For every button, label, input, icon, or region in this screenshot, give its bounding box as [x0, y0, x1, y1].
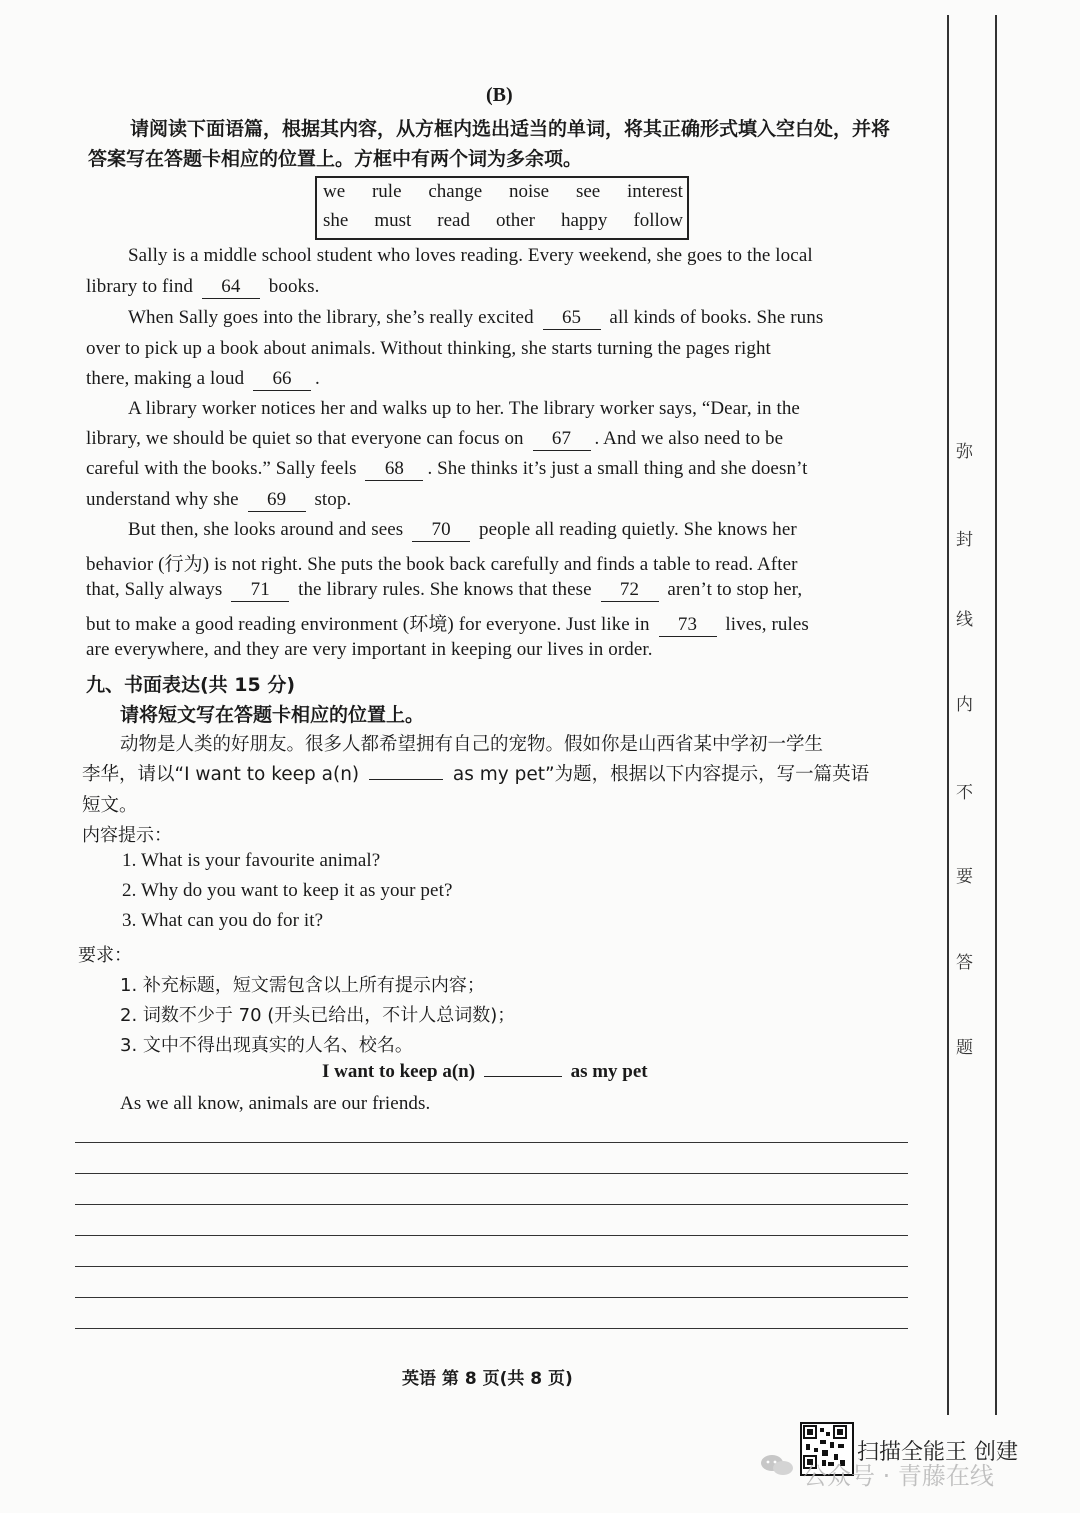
section-label: (B) — [486, 84, 513, 106]
answer-blank-71: 71 — [231, 579, 289, 602]
writing-line — [75, 1235, 908, 1236]
passage-line: over to pick up a book about animals. Without thinking, she starts turning the pages right — [86, 338, 771, 359]
passage-text: stop. — [314, 489, 352, 510]
passage-text: . She thinks it’s just a small thing and she doesn’t — [427, 458, 808, 479]
passage-line: behavior (行为) is not right. She puts the book back carefully and finds a table to read. After — [86, 554, 798, 575]
word-box-item: interest — [627, 181, 683, 202]
word-box-item: we — [323, 181, 346, 202]
answer-blank-66: 66 — [253, 368, 311, 391]
prompt-text: as my pet”为题，根据以下内容提示，写一篇英语 — [452, 764, 870, 785]
passage-text: . — [315, 368, 320, 389]
passage-text: When Sally goes into the library, she’s really excited — [128, 307, 534, 328]
passage-line — [86, 458, 808, 481]
passage-text: books. — [268, 276, 320, 297]
word-box-item: she — [323, 210, 349, 231]
requirements-label: 要求： — [78, 945, 132, 966]
account-watermark: 公众号 · 青藤在线 — [803, 1462, 994, 1490]
writing-line — [75, 1297, 908, 1298]
passage-line: A library worker notices her and walks up to her. The library worker says, “Dear, in the — [128, 398, 800, 419]
word-box-item: read — [437, 210, 470, 231]
passage-line — [86, 489, 351, 512]
instruction-line-2: 答案写在答题卡相应的位置上。方框中有两个词为多余项。 — [88, 148, 583, 170]
wechat-icon — [760, 1453, 794, 1475]
binding-char: 封 — [956, 530, 973, 550]
passage-text: aren’t to stop her, — [667, 579, 803, 600]
word-box-item: other — [495, 210, 535, 231]
answer-blank-73: 73 — [659, 614, 717, 637]
instruction-line-1: 请阅读下面语篇，根据其内容，从方框内选出适当的单词，将其正确形式填入空白处，并将 — [130, 118, 891, 140]
passage-line — [128, 307, 823, 330]
answer-blank-65: 65 — [543, 307, 601, 330]
writing-line — [75, 1328, 908, 1329]
passage-text: But then, she looks around and sees — [128, 519, 404, 540]
answer-blank-70: 70 — [412, 519, 470, 542]
word-box-item: change — [428, 181, 483, 202]
writing-line — [75, 1173, 908, 1174]
passage-text: careful with the books.” Sally feels — [86, 458, 357, 479]
title-blank — [369, 779, 443, 780]
word-box-item: happy — [560, 210, 608, 231]
passage-text: people all reading quietly. She knows her — [478, 519, 797, 540]
page-footer: 英语 第 8 页(共 8 页) — [402, 1369, 573, 1389]
essay-title — [322, 1061, 648, 1083]
answer-blank-72: 72 — [601, 579, 659, 602]
passage-line — [86, 579, 802, 602]
essay-title-blank — [484, 1076, 562, 1077]
word-box-item: rule — [371, 181, 402, 202]
scanner-watermark: 扫描全能王 创建 — [857, 1440, 1018, 1465]
passage-line — [86, 276, 320, 299]
word-box-item: must — [374, 210, 412, 231]
hints-label: 内容提示： — [82, 825, 172, 846]
passage-text: understand why she — [86, 489, 239, 510]
passage-line: are everywhere, and they are very important in keeping our lives in order. — [86, 639, 653, 660]
passage-text: there, making a loud — [86, 368, 245, 389]
passage-text: the library rules. She knows that these — [298, 579, 592, 600]
passage-line — [86, 609, 809, 637]
word-box-row-2 — [323, 210, 683, 232]
essay-title-text: I want to keep a(n) — [322, 1061, 476, 1082]
wechat-bubbles — [760, 1453, 794, 1477]
answer-blank-64: 64 — [202, 276, 260, 299]
prompt-text: 李华，请以“I want to keep a(n) — [82, 764, 360, 785]
essay-opening: As we all know, animals are our friends. — [120, 1093, 431, 1114]
hint-item: 2. Why do you want to keep it as your pet? — [122, 880, 453, 901]
passage-text: all kinds of books. She runs — [609, 307, 824, 328]
passage-text: lives, rules — [725, 614, 809, 635]
binding-char: 要 — [956, 867, 973, 887]
word-box-item: see — [575, 181, 601, 202]
passage-line — [128, 519, 797, 542]
binding-char: 内 — [956, 695, 973, 715]
binding-char: 线 — [956, 610, 973, 630]
writing-line — [75, 1266, 908, 1267]
requirement-item: 2. 词数不少于 70 (开头已给出，不计人总词数)； — [120, 1005, 516, 1026]
binding-char: 不 — [956, 783, 973, 803]
passage-line — [86, 428, 783, 451]
passage-text: but to make a good reading environment (环境) for everyone. Just like in — [86, 614, 650, 635]
hint-item: 1. What is your favourite animal? — [122, 850, 381, 871]
writing-prompt-line — [82, 760, 869, 786]
writing-prompt-line: 短文。 — [82, 795, 138, 816]
answer-blank-69: 69 — [248, 489, 306, 512]
writing-heading: 九、书面表达(共 15 分) — [86, 674, 296, 696]
writing-prompt-line: 动物是人类的好朋友。很多人都希望拥有自己的宠物。假如你是山西省某中学初一学生 — [120, 734, 824, 755]
writing-line — [75, 1204, 908, 1205]
word-box-item: noise — [509, 181, 550, 202]
hint-item: 3. What can you do for it? — [122, 910, 324, 931]
writing-instruction: 请将短文写在答题卡相应的位置上。 — [120, 704, 425, 726]
binding-char: 题 — [956, 1038, 973, 1058]
requirement-item: 1. 补充标题，短文需包含以上所有提示内容； — [120, 975, 485, 996]
word-box-row-1 — [323, 181, 683, 203]
essay-title-text: as my pet — [570, 1061, 648, 1082]
passage-text: library, we should be quiet so that everyone can focus on — [86, 428, 524, 449]
passage-text: library to find — [86, 276, 194, 297]
word-box — [315, 176, 689, 240]
binding-char: 弥 — [956, 442, 973, 462]
answer-blank-67: 67 — [533, 428, 591, 451]
passage-line — [86, 368, 320, 391]
requirement-item: 3. 文中不得出现真实的人名、校名。 — [120, 1035, 413, 1056]
binding-char: 答 — [956, 953, 973, 973]
answer-blank-68: 68 — [365, 458, 423, 481]
passage-line: Sally is a middle school student who loves reading. Every weekend, she goes to the local — [128, 245, 813, 266]
binding-strip — [947, 15, 997, 1415]
writing-line — [75, 1142, 908, 1143]
passage-text: . And we also need to be — [594, 428, 784, 449]
word-box-item: follow — [633, 210, 683, 231]
passage-text: that, Sally always — [86, 579, 223, 600]
